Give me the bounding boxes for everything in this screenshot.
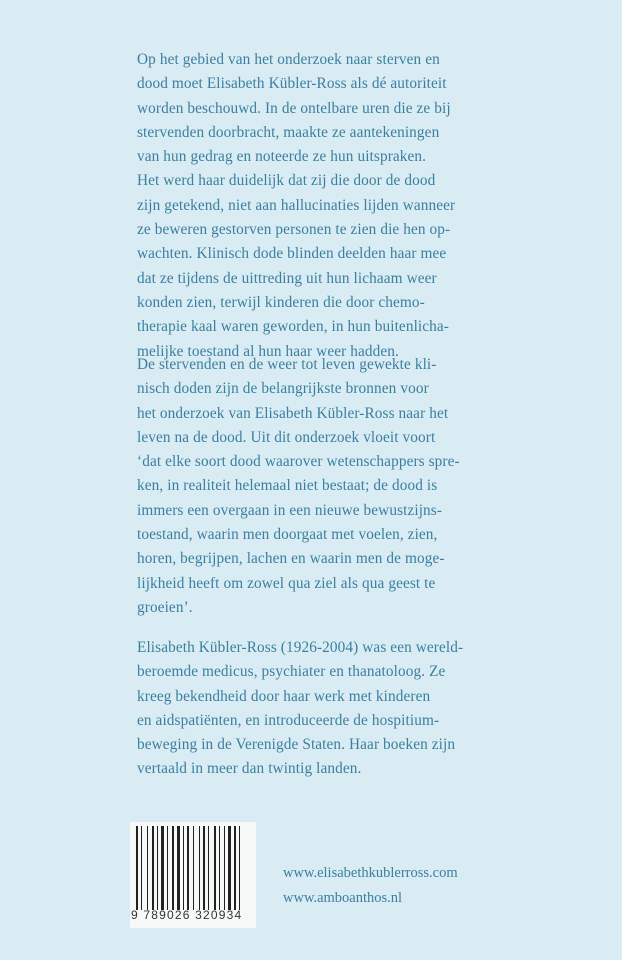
website-links [283, 861, 458, 911]
barcode-bar [181, 826, 182, 910]
barcode-bar [237, 826, 238, 910]
text-line: ken, in realiteit helemaal niet bestaat; de dood is [137, 477, 438, 495]
barcode-bar [219, 826, 220, 910]
text-line: Op het gebied van het onderzoek naar sterven en [137, 51, 440, 68]
barcode-bar [224, 826, 225, 910]
text-line: zijn getekend, niet aan hallucinaties lijden wanneer [137, 196, 456, 214]
barcode-bar [190, 826, 192, 910]
barcode-bar [155, 826, 156, 910]
barcode-bar [239, 826, 240, 910]
barcode-bar [203, 826, 205, 910]
barcode-bar [159, 826, 160, 910]
barcode-bar [199, 826, 200, 910]
barcode-bar [161, 826, 164, 910]
text-line: horen, begrijpen, lachen en waarin men de moge- [137, 550, 445, 568]
barcode-bar [228, 826, 231, 910]
barcode-bar [208, 826, 209, 910]
barcode-bar [136, 826, 138, 910]
barcode-bar [165, 826, 166, 910]
isbn-barcode [130, 822, 256, 928]
paragraph-intro [137, 48, 597, 364]
text-line: wachten. Klinisch dode blinden deelden haar mee [137, 245, 447, 263]
barcode-bar [169, 826, 171, 910]
barcode-bar [214, 826, 216, 910]
url-author-website[interactable]: www.elisabethkublerross.com [283, 865, 458, 881]
text-line: groeien’. [137, 598, 193, 616]
text-line: therapie kaal waren geworden, in hun buitenlicha- [137, 318, 449, 336]
text-line: immers een overgaan in een nieuwe bewustzijns- [137, 501, 443, 519]
paragraph-research [137, 353, 597, 620]
barcode-bar [175, 826, 176, 910]
url-publisher-website[interactable]: www.amboanthos.nl [283, 890, 403, 906]
text-line: leven na de dood. Uit dit onderzoek vloeit voort [137, 428, 436, 446]
text-line: nisch doden zijn de belangrijkste bronnen voor [137, 380, 429, 398]
barcode-bars [136, 826, 248, 910]
text-line: konden zien, terwijl kinderen die door chemo- [137, 293, 425, 311]
barcode-bar [234, 826, 236, 910]
text-line: Elisabeth Kübler-Ross (1926-2004) was een wereld- [137, 639, 464, 656]
text-line: vertaald in meer dan twintig landen. [137, 760, 362, 778]
text-line: toestand, waarin men doorgaat met voelen, zien, [137, 526, 438, 544]
barcode-bar [149, 826, 151, 910]
text-line: Het werd haar duidelijk dat zij die door de dood [137, 172, 436, 190]
barcode-bar [217, 826, 218, 910]
barcode-bar [177, 826, 180, 910]
barcode-bar [183, 826, 184, 910]
barcode-bar [172, 826, 174, 910]
text-line: het onderzoek van Elisabeth Kübler-Ross naar het [137, 404, 449, 422]
barcode-bar [221, 826, 223, 910]
text-line: beroemde medicus, psychiater en thanatoloog. Ze [137, 663, 446, 681]
barcode-bar [226, 826, 227, 910]
text-line: worden beschouwd. In de ontelbare uren die ze bij [137, 99, 451, 117]
barcode-bar [143, 826, 146, 910]
barcode-bar [139, 826, 140, 910]
text-line: dat ze tijdens de uittreding uit hun lichaam weer [137, 269, 437, 287]
barcode-bar [157, 826, 158, 910]
text-line: stervenden doorbracht, maakte ze aantekeningen [137, 123, 440, 141]
barcode-bar [210, 826, 213, 910]
barcode-bar [187, 826, 189, 910]
barcode-bar [193, 826, 194, 910]
barcode-bar [141, 826, 142, 910]
barcode-bar [241, 826, 243, 910]
text-line: melijke toestand al hun haar weer hadden. [137, 342, 399, 360]
text-line: dood moet Elisabeth Kübler-Ross als dé autoriteit [137, 75, 447, 93]
barcode-bar [232, 826, 233, 910]
barcode-bar [147, 826, 148, 910]
barcode-bar [185, 826, 186, 910]
text-line: van hun gedrag en noteerde ze hun uitspraken. [137, 148, 427, 166]
barcode-bar [195, 826, 198, 910]
barcode-bar [206, 826, 207, 910]
barcode-bar [167, 826, 168, 910]
text-line: lijkheid heeft om zowel qua ziel als qua geest te [137, 574, 436, 592]
text-line: en aidspatiënten, en introduceerde de hospitium- [137, 711, 440, 729]
text-line: De stervenden en de weer tot leven gewekte kli- [137, 356, 437, 373]
text-line: beweging in de Verenigde Staten. Haar boeken zijn [137, 736, 456, 754]
barcode-bar [152, 826, 154, 910]
paragraph-biography [137, 636, 597, 782]
text-line: ‘dat elke soort dood waarover wetenschappers spre- [137, 453, 460, 471]
text-line: kreeg bekendheid door haar werk met kinderen [137, 687, 431, 705]
text-line: ze beweren gestorven personen te zien die hen op- [137, 221, 451, 239]
barcode-number: 9 789026 320934 [131, 908, 243, 922]
barcode-bar [201, 826, 202, 910]
